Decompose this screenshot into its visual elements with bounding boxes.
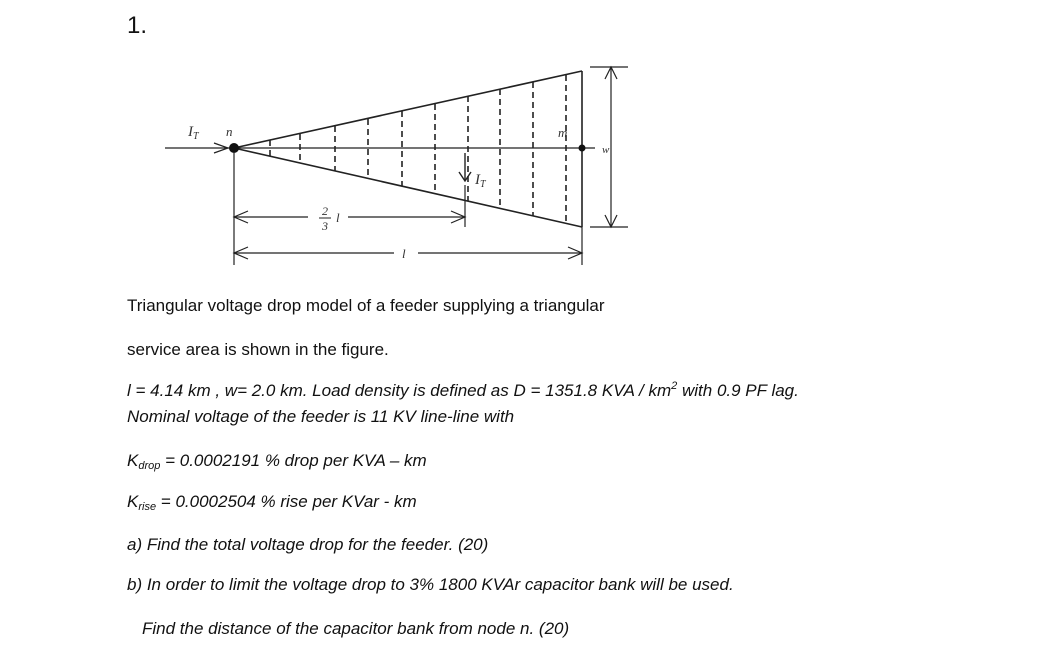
label-n: n bbox=[226, 124, 233, 139]
load-lines bbox=[270, 75, 566, 223]
triangle-bottom-edge bbox=[234, 148, 582, 227]
text-line-4: Nominal voltage of the feeder is 11 KV line-line with bbox=[127, 407, 515, 426]
question-b: b) In order to limit the voltage drop to 3% 1800 KVAr capacitor bank will be used. bbox=[127, 575, 734, 594]
label-frac-num: 2 bbox=[322, 204, 328, 218]
label-m: m bbox=[558, 125, 568, 140]
label-w: w bbox=[602, 144, 610, 156]
text-line-3: l = 4.14 km , w= 2.0 km. Load density is defined as D = 1351.8 KVA / $km^2$ with 0.9 PF lag. bbox=[127, 380, 799, 400]
node-m bbox=[579, 145, 586, 152]
label-IT-mid: $I_T$ bbox=[475, 172, 486, 190]
problem-number: 1. bbox=[127, 12, 148, 39]
question-a: a) Find the total voltage drop for the feeder. (20) bbox=[127, 535, 489, 554]
feeder-triangle-figure bbox=[150, 55, 650, 275]
label-IT-left: $I_T$ bbox=[188, 124, 199, 142]
label-frac-l: l bbox=[336, 210, 340, 225]
l-dimension bbox=[234, 227, 582, 265]
node-n bbox=[229, 143, 239, 153]
label-l: l bbox=[402, 246, 406, 261]
two-thirds-l-dimension bbox=[234, 153, 465, 265]
question-b-continued: Find the distance of the capacitor bank from node n. (20) bbox=[142, 619, 570, 638]
label-frac-den: 3 bbox=[322, 219, 328, 233]
kdrop-line: $K_{drop} = 0.0002191$ % drop per KVA – km bbox=[127, 451, 427, 472]
text-line-1: Triangular voltage drop model of a feeder supplying a triangular bbox=[127, 296, 605, 315]
text-line-2: service area is shown in the figure. bbox=[127, 340, 389, 359]
triangle-top-edge bbox=[234, 71, 582, 148]
krise-line: $K_{rise} = 0.0002504$ % rise per KVar - km bbox=[127, 492, 417, 513]
